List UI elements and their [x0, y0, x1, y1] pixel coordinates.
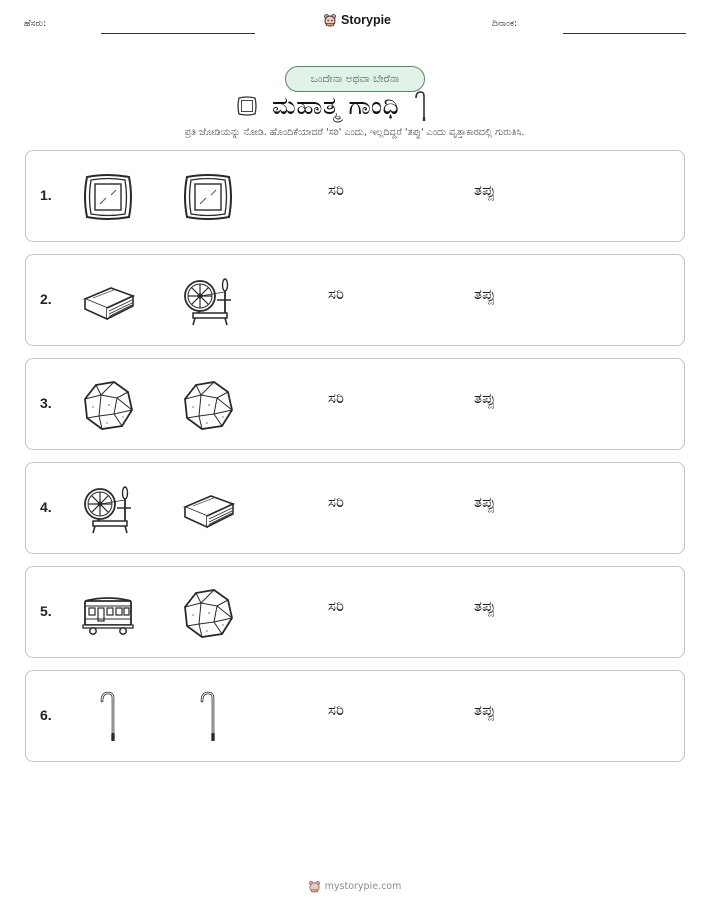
brand: [323, 13, 391, 27]
name-field[interactable]: [101, 33, 255, 34]
wrong-option[interactable]: ತಪ್ಪು: [474, 181, 496, 199]
question-number: 3.: [40, 395, 52, 411]
brand-name: Storypie: [341, 13, 392, 27]
correct-option[interactable]: ಸರಿ: [328, 701, 344, 719]
stone-icon: [81, 379, 135, 431]
question-row: [25, 358, 685, 450]
question-row: [25, 254, 685, 346]
question-row: [25, 462, 685, 554]
stone-icon: [181, 587, 235, 639]
question-number: 2.: [40, 291, 52, 307]
book-icon: [81, 275, 135, 327]
question-row: [25, 566, 685, 658]
correct-option[interactable]: ಸರಿ: [328, 597, 344, 615]
book-icon: [181, 483, 235, 535]
wrong-option[interactable]: ತಪ್ಪು: [474, 389, 496, 407]
correct-option[interactable]: ಸರಿ: [328, 285, 344, 303]
spinning-wheel-icon: [81, 483, 135, 535]
slate-icon: [81, 171, 135, 223]
correct-option[interactable]: ಸರಿ: [328, 181, 344, 199]
wrong-option[interactable]: ತಪ್ಪು: [474, 493, 496, 511]
walking-stick-icon: [81, 691, 135, 743]
footer-url: mystorypie.com: [324, 881, 402, 892]
wrong-option[interactable]: ತಪ್ಪು: [474, 597, 496, 615]
walking-stick-icon: [413, 90, 427, 122]
slate-icon: [236, 95, 258, 117]
date-label: ದಿನಾಂಕ:: [492, 19, 518, 29]
tram-icon: [81, 587, 135, 639]
correct-option[interactable]: ಸರಿ: [328, 389, 344, 407]
footer: [0, 880, 709, 893]
name-label: ಹೆಸರು:: [24, 19, 47, 29]
slate-icon: [181, 171, 235, 223]
storypie-logo-icon: [308, 880, 321, 893]
title-row: [236, 90, 427, 122]
question-number: 5.: [40, 603, 52, 619]
stone-icon: [181, 379, 235, 431]
wrong-option[interactable]: ತಪ್ಪು: [474, 285, 496, 303]
question-row: [25, 150, 685, 242]
question-number: 4.: [40, 499, 52, 515]
date-field[interactable]: [563, 33, 686, 34]
page-title: ಮಹಾತ್ಮ ಗಾಂಧಿ: [272, 91, 400, 120]
instructions: ಪ್ರತಿ ಜೋಡಿಯನ್ನು ನೋಡಿ. ಹೊಂದಿಕೆಯಾದರೆ 'ಸರಿ' ಎಂದು, ಇಲ್ಲದಿದ್ದರೆ 'ತಪ್ಪು' ಎಂದು ವೃತ್ತಾಕಾರದಲ್ಲಿ ಗುರುತಿಸಿ.: [184, 127, 525, 138]
activity-badge: ಒಂದೇನಾ ಅಥವಾ ಬೇರೆನಾ: [285, 66, 425, 92]
wrong-option[interactable]: ತಪ್ಪು: [474, 701, 496, 719]
walking-stick-icon: [181, 691, 235, 743]
correct-option[interactable]: ಸರಿ: [328, 493, 344, 511]
question-number: 6.: [40, 707, 52, 723]
question-row: [25, 670, 685, 762]
spinning-wheel-icon: [181, 275, 235, 327]
question-number: 1.: [40, 187, 52, 203]
storypie-logo-icon: [323, 13, 337, 27]
